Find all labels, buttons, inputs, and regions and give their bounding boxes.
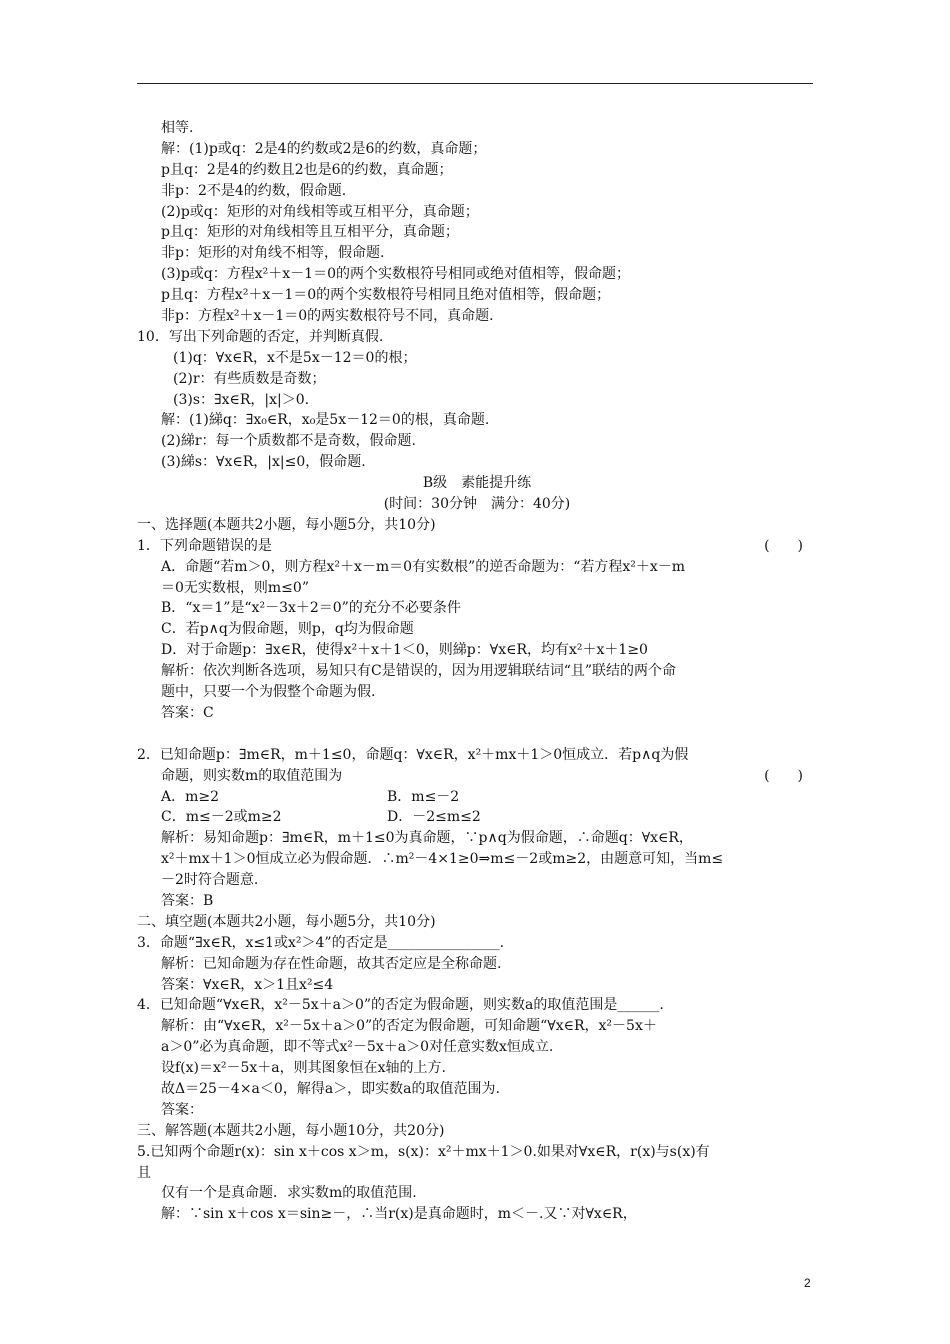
text-line: (2)綈r：每一个质数都不是奇数，假命题.: [161, 433, 416, 450]
header-rule: [137, 83, 813, 84]
section-heading: 三、解答题(本题共2小题，每小题10分，共20分): [137, 1122, 445, 1139]
text-line: x²＋mx＋1＞0恒成立必为假命题．∴m²－4×1≥0⇒m≤－2或m≥2，由题意可知，当m≤: [161, 851, 724, 868]
text-line: 题中，只要一个为假整个命题为假.: [161, 684, 376, 701]
text-line: p且q：矩形的对角线相等且互相平分，真命题；: [161, 224, 459, 241]
text-line: 设f(x)＝x²－5x＋a，则其图象恒在x轴的上方.: [161, 1060, 447, 1077]
text-line: 故Δ＝25－4×a＜0，解得a＞，即实数a的取值范围为.: [161, 1080, 500, 1097]
question-text: 命题，则实数m的取值范围为: [161, 767, 343, 784]
option-line: D．对于命题p：∃x∈R，使得x²＋x＋1＜0，则綈p：∀x∈R，均有x²＋x＋1≥0: [161, 642, 648, 659]
text-line: 解析：易知命题p：∃m∈R，m＋1≤0为真命题，∵p∧q为假命题，∴命题q：∀x∈R，: [161, 830, 693, 847]
option-line: A．命题“若m＞0，则方程x²＋x－m＝0有实数根”的逆否命题为：“若方程x²＋x－m: [161, 558, 686, 575]
section-title: B级 素能提升练: [422, 475, 532, 492]
text-line: (3)p或q：方程x²＋x－1＝0的两个实数根符号相同或绝对值相等，假命题；: [161, 266, 630, 283]
text-line: 非p：矩形的对角线不相等，假命题.: [161, 245, 385, 262]
text-line: (3)綈s：∀x∈R，|x|≤0，假命题.: [161, 454, 366, 471]
text-line: 解：∵sin x＋cos x＝sin≥－，∴当r(x)是真命题时，m＜－.又∵对∀x∈R，: [161, 1206, 637, 1223]
question-4: 4．已知命题“∀x∈R，x²－5x＋a＞0”的否定为假命题，则实数a的取值范围是______.: [137, 997, 664, 1014]
answer-line: 答案：: [161, 1101, 203, 1118]
option-c: C．m≤－2或m≥2: [161, 809, 282, 826]
text-line: 且: [137, 1164, 151, 1181]
option-row: [137, 807, 817, 828]
option-d: D．－2≤m≤2: [387, 809, 481, 826]
section-heading: 一、选择题(本题共2小题，每小题5分，共10分): [137, 516, 436, 533]
section-heading: 二、填空题(本题共2小题，每小题5分，共10分): [137, 913, 436, 930]
answer-line: 答案：∀x∈R，x＞1且x²≤4: [161, 976, 334, 993]
text-line: 解析：由“∀x∈R，x²－5x＋a＞0”的否定为假命题，可知命题“∀x∈R，x²－5x＋: [161, 1018, 657, 1035]
text-line: (3)s：∃x∈R，|x|＞0.: [173, 391, 310, 408]
text-line: 非p：方程x²＋x－1＝0的两实数根符号不同，真命题.: [161, 308, 494, 325]
question-5: 5.已知两个命题r(x)：sin x＋cos x＞m，s(x)：x²＋mx＋1＞0.如果对∀x∈R，r(x)与s(x)有: [137, 1143, 710, 1160]
page-number: 2: [804, 1276, 811, 1290]
text-line: (1)q：∀x∈R，x不是5x－12＝0的根；: [173, 349, 417, 366]
answer-bracket: ( ): [764, 767, 803, 784]
question-10: 10．写出下列命题的否定，并判断真假.: [137, 328, 384, 345]
text-line: 解析：依次判断各选项，易知只有C是错误的，因为用逻辑联结词“且”联结的两个命: [161, 663, 677, 680]
option-a: A．m≥2: [161, 788, 220, 805]
text-line: 仅有一个是真命题．求实数m的取值范围.: [161, 1185, 417, 1202]
document-body: [137, 118, 817, 1225]
text-line: p且q：2是4的约数且2也是6的约数，真命题；: [161, 161, 453, 178]
text-line: 解析：已知命题为存在性命题，故其否定应是全称命题.: [161, 955, 502, 972]
spacer: [137, 724, 817, 745]
question-3: 3．命题“∃x∈R，x≤1或x²＞4”的否定是________________.: [137, 934, 505, 951]
answer-line: 答案：C: [161, 704, 214, 721]
question-1: [137, 536, 817, 557]
text-line: p且q：方程x²＋x－1＝0的两个实数根符号相同且绝对值相等，假命题；: [161, 287, 611, 304]
option-line: ＝0无实数根，则m≤0”: [161, 579, 309, 596]
text-line: a＞0”必为真命题，即不等式x²－5x＋a＞0对任意实数x恒成立.: [161, 1039, 554, 1056]
text-line: 解：(1)綈q：∃x₀∈R，x₀是5x－12＝0的根，真命题.: [161, 412, 490, 429]
text-line: 非p：2不是4的约数，假命题.: [161, 182, 347, 199]
option-row: [137, 787, 817, 808]
text-line: －2时符合题意.: [161, 872, 259, 889]
question-2: 2．已知命题p：∃m∈R，m＋1≤0，命题q：∀x∈R，x²＋mx＋1＞0恒成立．若p∧q为假: [137, 746, 689, 763]
section-subtitle: (时间：30分钟 满分：40分): [383, 496, 571, 513]
text-line: (2)r：有些质数是奇数；: [173, 370, 326, 387]
option-line: C．若p∧q为假命题，则p，q均为假命题: [161, 621, 414, 638]
option-line: B．“x＝1”是“x²－3x＋2＝0”的充分不必要条件: [161, 600, 461, 617]
text-line: 解：(1)p或q：2是4的约数或2是6的约数，真命题；: [161, 140, 487, 157]
question-text: 1．下列命题错误的是: [137, 537, 272, 554]
text-line: 相等.: [161, 120, 194, 136]
answer-line: 答案：B: [161, 892, 214, 909]
answer-bracket: ( ): [764, 537, 803, 554]
question-2-cont: [137, 766, 817, 787]
option-b: B．m≤－2: [387, 788, 460, 805]
text-line: (2)p或q：矩形的对角线相等或互相平分，真命题；: [161, 203, 479, 220]
